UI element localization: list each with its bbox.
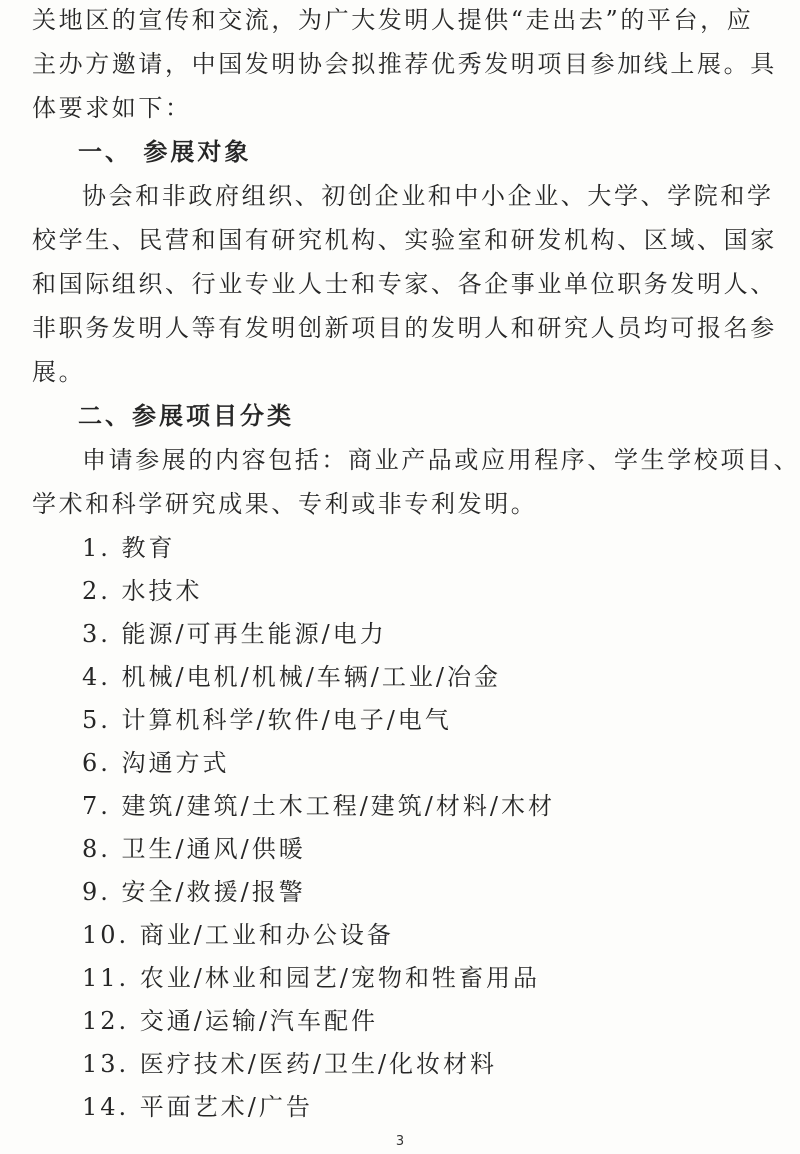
intro-line: 关地区的宣传和交流，为广大发明人提供“走出去”的平台，应 [32, 6, 754, 34]
list-item: 12. 交通/运输/汽车配件 [82, 1007, 378, 1035]
list-item: 1. 教育 [82, 534, 176, 562]
list-item: 6. 沟通方式 [82, 749, 230, 777]
list-item: 10. 商业/工业和办公设备 [82, 921, 394, 949]
paragraph-line: 协会和非政府组织、初创企业和中小企业、大学、学院和学 [82, 182, 774, 210]
intro-line: 体要求如下： [32, 94, 192, 122]
paragraph-line: 展。 [32, 358, 86, 386]
section-heading-exhibitors: 一、 参展对象 [78, 138, 252, 166]
paragraph-line: 校学生、民营和国有研究机构、实验室和研发机构、区域、国家 [32, 226, 777, 254]
section-heading-categories: 二、参展项目分类 [78, 402, 294, 430]
page-number: 3 [395, 1134, 405, 1149]
list-item: 7. 建筑/建筑/土木工程/建筑/材料/木材 [82, 792, 555, 820]
list-item: 3. 能源/可再生能源/电力 [82, 620, 387, 648]
paragraph-line: 申请参展的内容包括：商业产品或应用程序、学生学校项目、 [82, 446, 800, 474]
list-item: 5. 计算机科学/软件/电子/电气 [82, 706, 452, 734]
paragraph-line: 非职务发明人等有发明创新项目的发明人和研究人员均可报名参 [32, 314, 777, 342]
list-item: 11. 农业/林业和园艺/宠物和牲畜用品 [82, 964, 540, 992]
list-item: 14. 平面艺术/广告 [82, 1093, 313, 1121]
list-item: 8. 卫生/通风/供暖 [82, 835, 306, 863]
list-item: 9. 安全/救援/报警 [82, 878, 306, 906]
paragraph-line: 学术和科学研究成果、专利或非专利发明。 [32, 490, 538, 518]
list-item: 2. 水技术 [82, 577, 203, 605]
paragraph-line: 和国际组织、行业专业人士和专家、各企事业单位职务发明人、 [32, 270, 777, 298]
intro-line: 主办方邀请，中国发明协会拟推荐优秀发明项目参加线上展。具 [32, 50, 777, 78]
list-item: 4. 机械/电机/机械/车辆/工业/冶金 [82, 663, 501, 691]
list-item: 13. 医疗技术/医药/卫生/化妆材料 [82, 1050, 498, 1078]
